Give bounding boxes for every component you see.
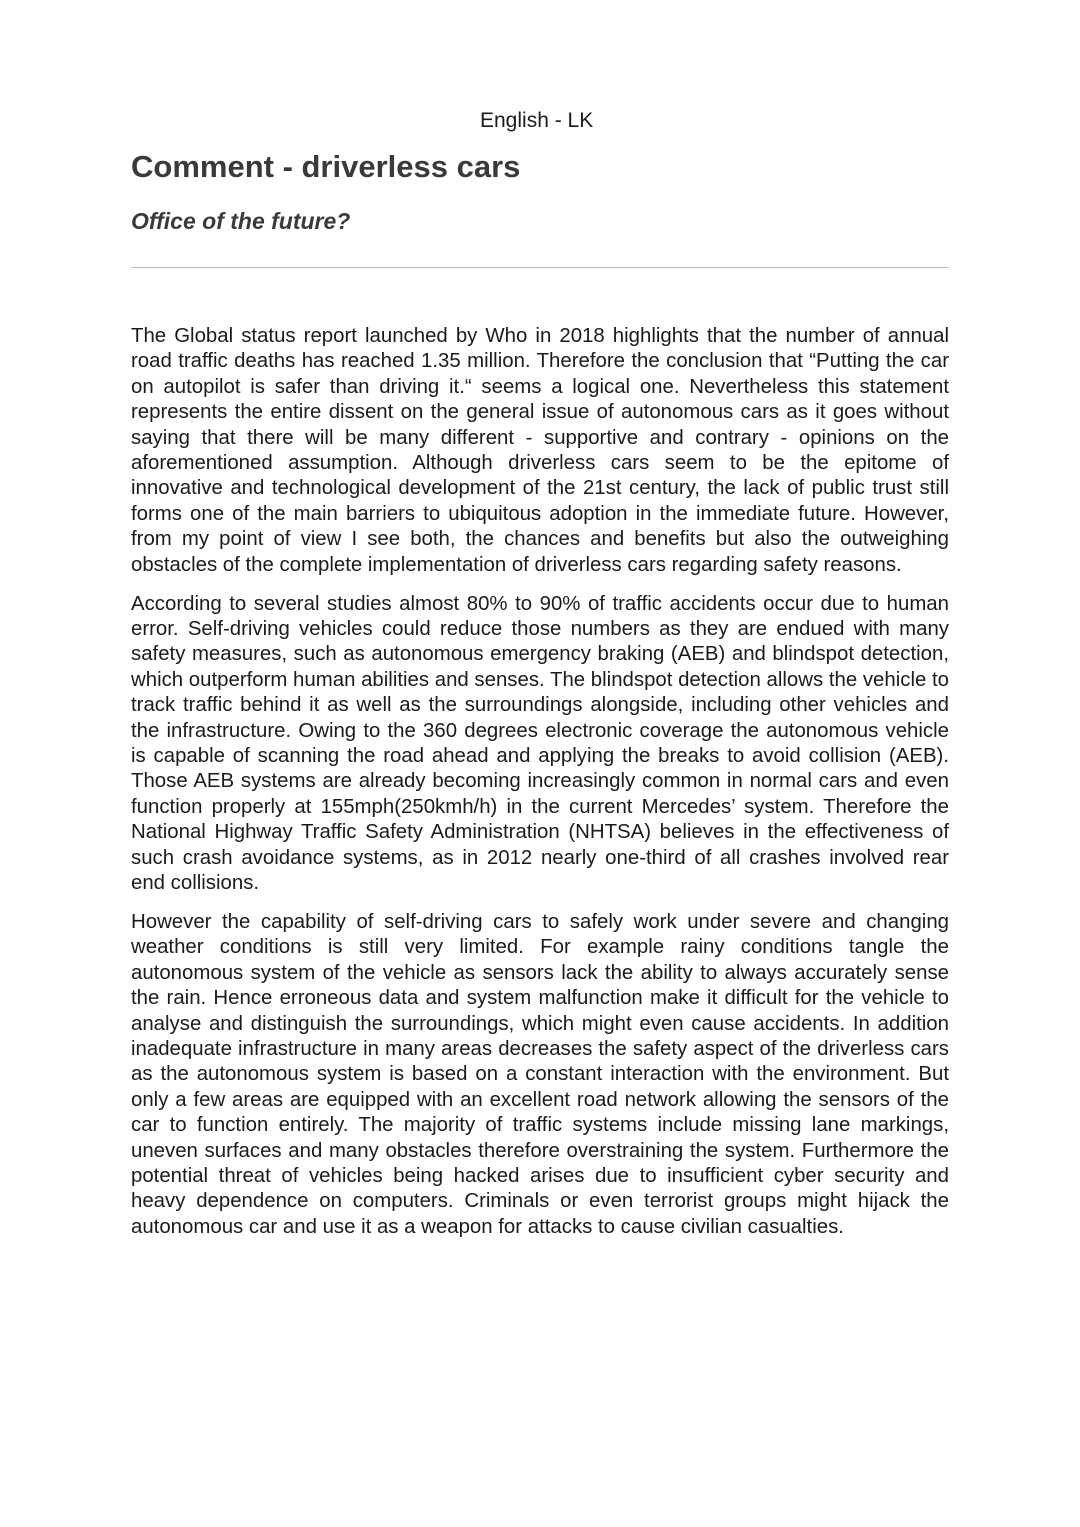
body-paragraph-obstacles: However the capability of self-driving cars to safely work under severe and changing weather conditions is still very limited. For example rainy conditions tangle the autonomous system of the vehicle as sensors lack the ability to always accurately sense the rain. Hence erroneous data and system malfunction make it difficult for the vehicle to analyse and distinguish the surroundings, which might even cause accidents. In addition inadequate infrastructure in many areas decreases the safety aspect of the driverless cars as the autonomous system is based on a constant interaction with the environment. But only a few areas are equipped with an excellent road network allowing the sensors of the car to function entirely. The majority of traffic systems include missing lane markings, uneven surfaces and many obstacles therefore overstraining the system. Furthermore the potential threat of vehicles being hacked arises due to insufficient cyber security and heavy dependence on computers. Criminals or even terrorist groups might hijack the autonomous car and use it as a weapon for attacks to cause civilian casualties. [131,910,949,1238]
body-paragraph-intro: The Global status report launched by Who in 2018 highlights that the number of annual road traffic deaths has reached 1.35 million. Therefore the conclusion that “Putting the car on autopilot is safer than driving it.“ seems a logical one. Nevertheless this statement represents the entire dissent on the general issue of autonomous cars as it goes without saying that there will be many different - supportive and contrary - opinions on the aforementioned assumption. Although driverless cars seem to be the epitome of innovative and technological development of the 21st century, the lack of public trust still forms one of the main barriers to ubiquitous adoption in the immediate future. However, from my point of view I see both, the chances and benefits but also the outweighing obstacles of the complete implementation of driverless cars regarding safety reasons. [131,325,949,576]
document-title: Comment - driverless cars [131,149,521,184]
document-subtitle: Office of the future? [131,208,351,234]
body-paragraph-benefits: According to several studies almost 80% to 90% of traffic accidents occur due to human error. Self-driving vehicles could reduce those numbers as they are endued with many safety measures, such as autonomous emergency braking (AEB) and blindspot detection, which outperform human abilities and senses. The blindspot detection allows the vehicle to track traffic behind it as well as the surroundings alongside, including other vehicles and the infrastructure. Owing to the 360 degrees electronic coverage the autonomous vehicle is capable of scanning the road ahead and applying the breaks to avoid collision (AEB). Those AEB systems are already becoming increasingly common in normal cars and even function properly at 155mph(250kmh/h) in the current Mercedes’ system. Therefore the National Highway Traffic Safety Administration (NHTSA) believes in the effectiveness of such crash avoidance systems, as in 2012 nearly one-third of all crashes involved rear end collisions. [131,592,949,895]
document-body [131,324,949,1254]
title-divider [131,267,949,268]
course-header: English - LK [480,109,594,132]
